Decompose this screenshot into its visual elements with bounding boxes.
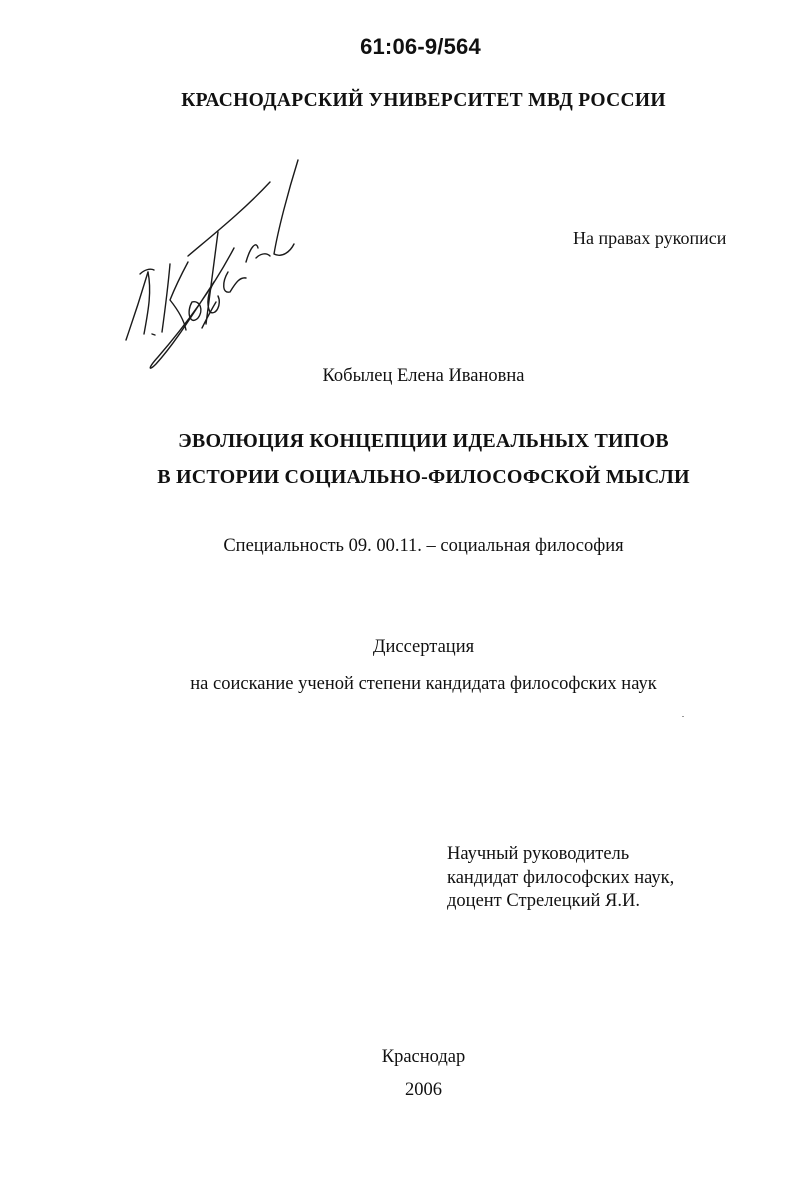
signature-stroke xyxy=(150,248,234,368)
supervisor-name: доцент Стрелецкий Я.И. xyxy=(447,891,640,911)
signature-stroke xyxy=(224,272,246,292)
manuscript-rights-note: На правах рукописи xyxy=(573,228,727,248)
document-type: Диссертация xyxy=(372,637,475,657)
author-name: Кобылец Елена Ивановна xyxy=(322,366,525,386)
university-name: КРАСНОДАРСКИЙ УНИВЕРСИТЕТ МВД РОССИИ xyxy=(181,90,666,111)
supervisor-block xyxy=(447,843,674,914)
city: Краснодар xyxy=(381,1047,466,1067)
handwritten-signature xyxy=(118,152,318,382)
signature-stroke xyxy=(274,160,298,255)
signature-stroke xyxy=(188,182,270,256)
archive-code: 61:06-9/564 xyxy=(360,34,481,59)
supervisor-role: Научный руководитель xyxy=(447,844,630,864)
signature-stroke xyxy=(246,245,258,262)
degree-line: на соискание ученой степени кандидата философских наук xyxy=(190,674,657,694)
signature-stroke xyxy=(170,262,188,330)
supervisor-degree: кандидат философских наук, xyxy=(447,867,675,888)
specialty-line: Специальность 09. 00.11. – социальная философия xyxy=(223,536,624,556)
signature-stroke xyxy=(256,254,270,258)
signature-stroke xyxy=(152,334,155,335)
dissertation-title-line-2: В ИСТОРИИ СОЦИАЛЬНО-ФИЛОСОФСКОЙ МЫСЛИ xyxy=(157,466,690,488)
signature-stroke xyxy=(162,264,170,332)
year: 2006 xyxy=(405,1080,442,1100)
scan-speck xyxy=(682,716,684,717)
dissertation-title-line-1: ЭВОЛЮЦИЯ КОНЦЕПЦИИ ИДЕАЛЬНЫХ ТИПОВ xyxy=(178,430,669,452)
